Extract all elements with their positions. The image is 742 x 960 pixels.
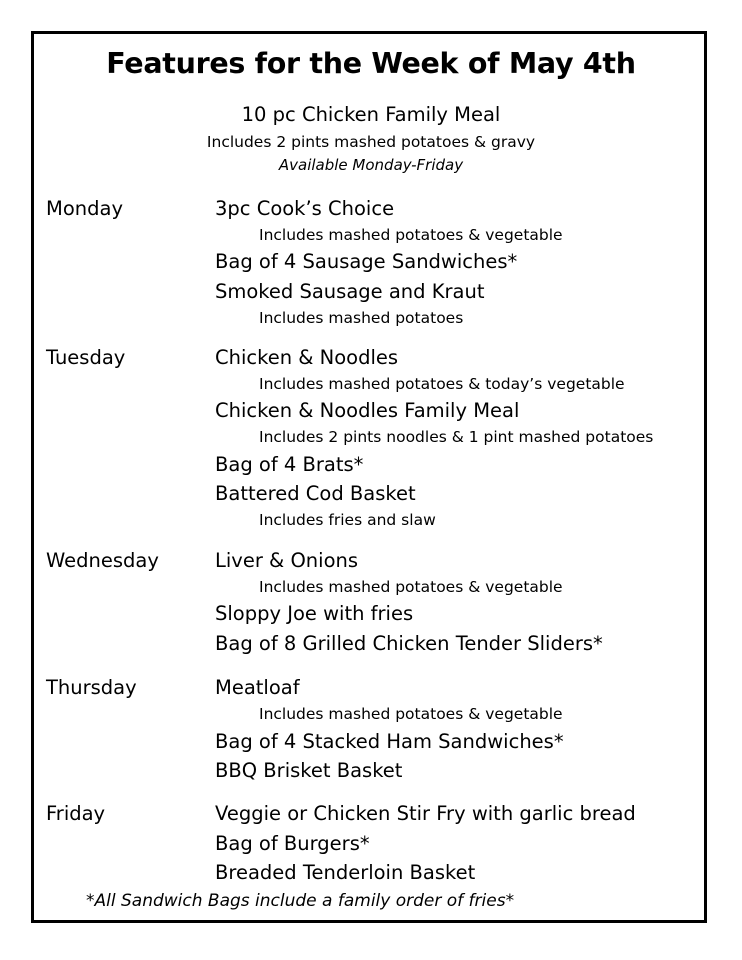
menu-item: Bag of 4 Sausage Sandwiches* [215,250,518,273]
menu-item: Veggie or Chicken Stir Fry with garlic bread [215,802,636,825]
day-label-monday: Monday [46,197,123,220]
family-meal-description: Includes 2 pints mashed potatoes & gravy [206,133,536,151]
menu-item-note: Includes 2 pints noodles & 1 pint mashed potatoes [259,428,654,446]
menu-item: Bag of Burgers* [215,832,370,855]
menu-item-note: Includes mashed potatoes & vegetable [259,226,563,244]
menu-item-note: Includes fries and slaw [259,511,436,529]
menu-item: Bag of 4 Stacked Ham Sandwiches* [215,730,564,753]
menu-item: Liver & Onions [215,549,359,572]
menu-item: Smoked Sausage and Kraut [215,280,485,303]
menu-item: Breaded Tenderloin Basket [215,861,476,884]
menu-item: BBQ Brisket Basket [215,759,403,782]
menu-item-note: Includes mashed potatoes & today’s vegetable [259,375,625,393]
day-label-thursday: Thursday [46,676,137,699]
family-meal-name: 10 pc Chicken Family Meal [241,103,501,126]
menu-item: Chicken & Noodles [215,346,399,369]
day-label-wednesday: Wednesday [46,549,159,572]
day-label-friday: Friday [46,802,106,825]
menu-item: Bag of 8 Grilled Chicken Tender Sliders* [215,632,603,655]
menu-item-note: Includes mashed potatoes & vegetable [259,705,563,723]
menu-item: Chicken & Noodles Family Meal [215,399,520,422]
menu-item-note: Includes mashed potatoes [259,309,464,327]
menu-item-note: Includes mashed potatoes & vegetable [259,578,563,596]
menu-item: Meatloaf [215,676,300,699]
menu-item: 3pc Cook’s Choice [215,197,395,220]
menu-item: Bag of 4 Brats* [215,453,364,476]
page-title: Features for the Week of May 4th [106,47,636,80]
menu-item: Battered Cod Basket [215,482,416,505]
day-label-tuesday: Tuesday [46,346,126,369]
family-meal-availability: Available Monday-Friday [278,156,464,174]
menu-item: Sloppy Joe with fries [215,602,414,625]
footnote: *All Sandwich Bags include a family order of fries* [86,891,515,911]
